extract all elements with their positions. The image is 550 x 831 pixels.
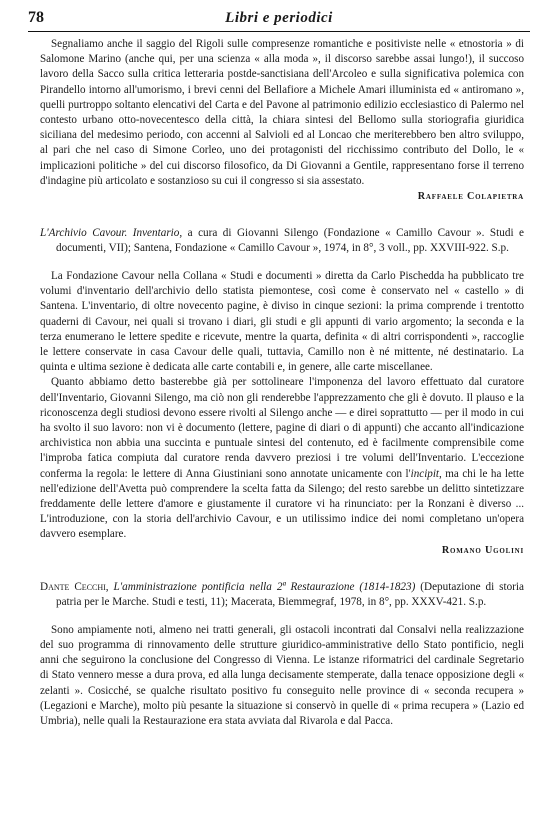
review2-paragraph-2 — [40, 375, 524, 542]
review3-book-title: L'amministrazione pontificia nella 2ª Restaurazione (1814-1823) — [108, 580, 416, 593]
review2-bibliographic-entry — [40, 226, 524, 256]
review3-paragraph: Sono ampiamente noti, almeno nei tratti generali, gli ostacoli incontrati dal Consalvi nella realizzazione del suo programma di rinnovamento delle strutture giuridico-amministrative dello Stato pontificio, negli anni che seguirono la conclusione del Congresso di Vienna. Le istanze riformatrici del cardinale Segretario di Stato vennero messe a dura prova, ed alla lunga decisamente stemperate, dalla tenace opposizione degli « zelanti ». Cosicché, se qualche risultato positivo fu conseguito nelle province di « seconda recupera » (Legazioni e Marche), molto più pesante la situazione si conservò in quelle di « prima recupera » (Lazio ed Umbria), nelle quali la Restaurazione era stata avviata dal Rivarola e dal Pacca. — [40, 623, 524, 727]
header-rule — [28, 31, 530, 32]
review1-paragraph: Segnaliamo anche il saggio del Rigoli sulle compresenze romantiche e positiviste nelle « etnostoria » di Salomone Marino (anche qui, per una scienza « alla moda », il discorso sarebbe assai lungo!), il succoso lavoro della Sacco sulla critica letteraria postde-sanctisiana dell'Arcoleo e sulla significativa polemica con Pirandello intorno all'umorismo, i brevi cenni del Bellafiore a Michele Amari illuminista ed « antiromano », quelli purtroppo soltanto elencativi del Carta e del Pavone al patrimonio edilizio ecclesiastico di Palermo nel contesto urbano otto-novecentesco della città, la chiara sintesi del Bellomo sulla storiografia giuridica siciliana del medesimo periodo, con accenni al Salvioli ed al Loncao che meriterebbero ben altro sviluppo, al pari che nel caso di Simone Corleo, uno dei protagonisti del ricchissimo contributo del Dollo, le « implicazioni politiche » del cui discorso filosofico, da Di Giovanni a Gentile, rappresentano forse il terreno d'indagine più articolato e sostanzioso su cui il congresso si sia assestato. — [40, 38, 524, 187]
review3-author: Dante Cecchi, — [40, 580, 109, 593]
review2-paragraph-1: La Fondazione Cavour nella Collana « Studi e documenti » diretta da Carlo Pischedda ha pubblicato tre volumi d'inventario dell'archivio dello statista piemontese, così come è conservato nel « castello » di Santena. L'inventario, di oltre novecento pagine, è diviso in cinque sezioni: la prima comprende i trentotto quaderni di Cavour, nei quali si trovano i diari, gli studi e gli appunti di vario argomento; la seconda e la terza enumerano le lettere spedite e ricevute, mentre la quarta, definita « di altri corrispondenti », raccoglie le lettere conservate in casa Cavour delle quali, tuttavia, Camillo non è né mittente, né destinatario. La quinta e ultima sezione è dedicata alle carte contabili e, in genere, alle carte miscellanee. — [40, 270, 524, 374]
page-body — [40, 37, 524, 729]
review3-bibliographic-entry — [40, 580, 524, 610]
page-header — [28, 8, 530, 32]
review2-book-details: a cura di Giovanni Silengo (Fondazione « Camillo Cavour ». Studi e documenti, VII); Santena, Fondazione « Camillo Cavour », 1974, in 8°, 3 voll., pp. XXVIII-922. S.p. — [56, 227, 524, 255]
review2-paragraph-2-text-a: Quanto abbiamo detto basterebbe già per sottolineare l'imponenza del lavoro effettuato dal curatore dell'Inventario, Giovanni Silengo, ma ciò non gli renderebbe l'apprezzamento che gli è dovuto. Il plauso e la riconoscenza degli studiosi devono essere rivolti al Silengo anche — e direi soprattutto — per il modo in cui ha svolto il suo lavoro: non vi è documento (lettere, pagine di diari o di appunti) che accanto all'indicazione archivistica non abbia una succinta e puntuale sintesi del contenuto, ed è facilmente comprensibile come l'improba fatica compiuta dal curatore renda davvero preziosi i tre volumi dell'Inventario. L'eccezione conferma la regola: le lettere di Anna Giustiniani sono annotate unicamente con l' — [40, 376, 524, 480]
page-number: 78 — [28, 9, 44, 26]
review2-signature: Romano Ugolini — [441, 544, 524, 556]
running-title: Libri e periodici — [225, 10, 333, 26]
review2-book-title: L'Archivio Cavour. Inventario, — [40, 227, 183, 240]
review3-book-details: (Deputazione di storia patria per le Marche. Studi e testi, 11); Macerata, Biemmegraf, 1978, in 8°, pp. XXXV-421. S.p. — [56, 580, 524, 608]
review2-paragraph-2-text-b: , ma chi le ha lette nell'edizione dell'Avetta può comprendere la scelta fatta da Silengo; del resto sarebbe un delitto sintetizzare freddamente delle lettere d'amore e giustamente il curatore vi ha rinunciato: per la Ronzani è diverso ... L'introduzione, con la storia dell'archivio Cavour, e un utilissimo indice dei nomi completano un'opera davvero esemplare. — [40, 467, 524, 541]
review1-signature: Raffaele Colapietra — [417, 191, 524, 203]
review2-incipit-term: incipit — [410, 467, 439, 480]
